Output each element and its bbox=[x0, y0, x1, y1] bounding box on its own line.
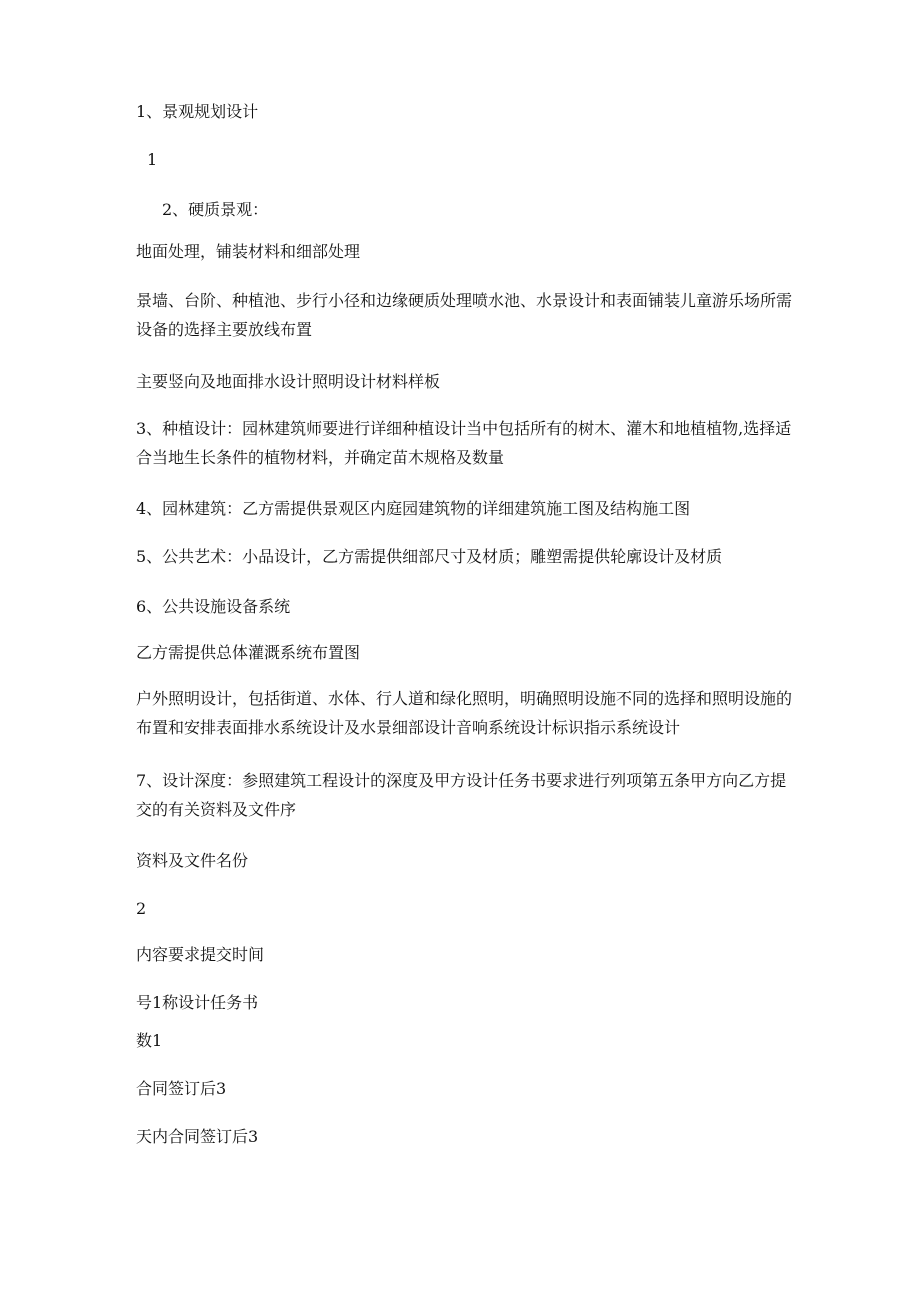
paragraph-design-depth: 7、设计深度：参照建筑工程设计的深度及甲方设计任务书要求进行列项第五条甲方向乙方提交的有关资料及文件序 bbox=[136, 771, 787, 819]
text-content-requirements: 内容要求提交时间 bbox=[136, 945, 265, 964]
paragraph-planting-design: 3、种植设计：园林建筑师要进行详细种植设计当中包括所有的树木、灌木和地植植物,选择适合当地生长条件的植物材料，并确定苗木规格及数量 bbox=[136, 419, 792, 467]
paragraph-ground-treatment: 地面处理，铺装材料和细部处理 bbox=[136, 242, 361, 261]
paragraph-public-art: 5、公共艺术：小品设计，乙方需提供细部尺寸及材质；雕塑需提供轮廓设计及材质 bbox=[136, 547, 723, 566]
paragraph-outdoor-lighting: 户外照明设计，包括街道、水体、行人道和绿化照明，明确照明设施不同的选择和照明设施的布置和安排表面排水系统设计及水景细部设计音响系统设计标识指示系统设计 bbox=[136, 689, 793, 737]
page-number-1: 1 bbox=[147, 150, 158, 169]
text-within-days: 天内合同签订后3 bbox=[136, 1127, 259, 1146]
text-after-contract: 合同签订后3 bbox=[136, 1079, 227, 1098]
heading-landscape-planning: 1、景观规划设计 bbox=[136, 102, 259, 121]
heading-hardscape: 2、硬质景观： bbox=[162, 200, 269, 219]
paragraph-irrigation: 乙方需提供总体灌溉系统布置图 bbox=[136, 643, 361, 662]
text-documents-name: 资料及文件名份 bbox=[136, 851, 249, 870]
text-count: 数1 bbox=[136, 1031, 163, 1050]
paragraph-drainage-lighting: 主要竖向及地面排水设计照明设计材料样板 bbox=[136, 372, 441, 391]
paragraph-garden-architecture: 4、园林建筑：乙方需提供景观区内庭园建筑物的详细建筑施工图及结构施工图 bbox=[136, 499, 691, 518]
text-task-book: 号1称设计任务书 bbox=[136, 993, 259, 1012]
heading-public-facilities: 6、公共设施设备系统 bbox=[136, 597, 291, 616]
paragraph-hardscape-items: 景墙、台阶、种植池、步行小径和边缘硬质处理喷水池、水景设计和表面铺装儿童游乐场所需设备的选择主要放线布置 bbox=[136, 291, 793, 339]
page-number-2: 2 bbox=[136, 899, 147, 918]
